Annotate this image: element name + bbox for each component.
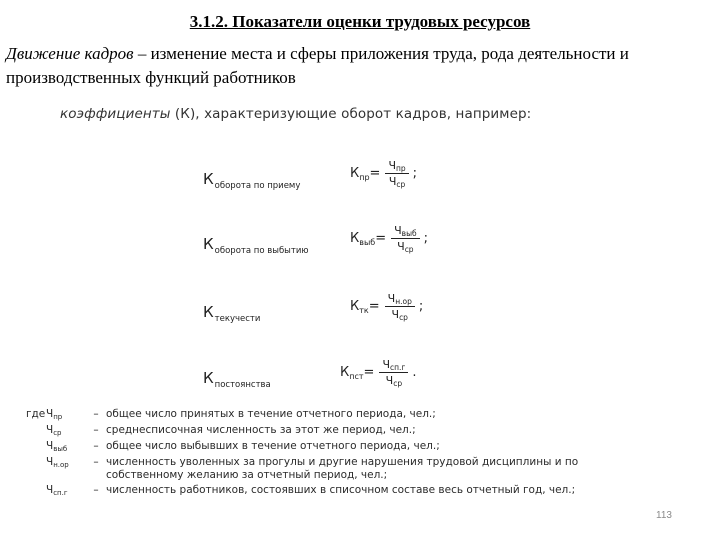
formula-constancy xyxy=(340,358,416,387)
coefficients-heading-italic: коэффициенты xyxy=(60,106,171,122)
formula-punctuation: ; xyxy=(418,299,424,314)
fraction-numerator: Чсп.г xyxy=(379,358,408,373)
legend-dash: – xyxy=(93,456,99,468)
definition-term: Движение кадров xyxy=(6,44,134,63)
page-number: 113 xyxy=(656,510,672,521)
legend-symbol: Чсп.г xyxy=(46,484,68,497)
formula-lhs: $К_{пр}=$ xyxy=(350,166,381,182)
legend-description: численность уволенных за прогулы и другие нарушения трудовой дисциплины и по собственному желанию за отчетный период, чел.; xyxy=(106,456,579,481)
legend-description: общее число принятых в течение отчетного периода, чел.; xyxy=(106,408,436,420)
legend-row xyxy=(26,456,606,482)
coefficients-heading xyxy=(60,106,531,122)
coefficient-symbol: К xyxy=(203,235,214,253)
formula-hiring xyxy=(350,159,417,188)
fraction-numerator: Чпр xyxy=(385,159,408,174)
legend-lead-word: где xyxy=(26,408,46,420)
coefficient-symbol: К xyxy=(203,170,214,188)
formula-lhs: $К_{выб}=$ xyxy=(350,231,387,247)
legend-description: общее число выбывших в течение отчетного периода, чел.; xyxy=(106,440,440,452)
coefficient-name xyxy=(203,170,301,191)
page-title: 3.1.2. Показатели оценки трудовых ресурсов xyxy=(189,12,531,31)
fraction-denominator: Чср xyxy=(397,240,414,254)
coefficient-symbol: К xyxy=(203,303,214,321)
formula-lhs: $К_{тк}=$ xyxy=(350,299,380,315)
fraction-numerator: Чн.ор xyxy=(385,292,415,307)
formula-fraction xyxy=(385,159,408,188)
legend-dash: – xyxy=(93,440,99,452)
legend-symbol: Чср xyxy=(46,424,62,437)
legend-description: среднесписочная численность за этот же период, чел.; xyxy=(106,424,416,436)
formula-punctuation: ; xyxy=(423,231,429,246)
legend-row xyxy=(26,484,606,498)
coefficient-symbol: К xyxy=(203,369,214,387)
formula-lhs: $К_{пст}=$ xyxy=(340,365,375,381)
legend-dash: – xyxy=(93,484,99,496)
legend-dash: – xyxy=(93,408,99,420)
formula-leaving xyxy=(350,224,428,253)
legend-dash: – xyxy=(93,424,99,436)
legend-symbol: Чвыб xyxy=(46,440,68,453)
legend-row xyxy=(26,408,606,422)
fraction-denominator: Чср xyxy=(388,175,406,189)
coefficients-heading-rest: (К), характеризующие оборот кадров, например: xyxy=(170,106,532,122)
fraction-denominator: Чср xyxy=(391,308,408,322)
coefficient-subscript: оборота по приему xyxy=(214,181,301,191)
fraction-numerator: Чвыб xyxy=(391,224,420,239)
coefficient-subscript: текучести xyxy=(214,314,261,324)
coefficient-subscript: оборота по выбытию xyxy=(214,246,309,256)
symbols-legend xyxy=(26,408,606,500)
coefficient-name xyxy=(203,235,309,256)
formula-fraction xyxy=(379,358,408,387)
formula-fraction xyxy=(385,292,415,321)
coefficient-name xyxy=(203,369,271,390)
legend-row xyxy=(26,424,606,438)
formula-turnover xyxy=(350,292,423,321)
coefficient-subscript: постоянства xyxy=(214,380,271,390)
legend-symbol: Чпр xyxy=(46,408,63,421)
coefficient-name xyxy=(203,303,261,324)
definition-paragraph xyxy=(6,42,706,90)
legend-symbol: Чн.ор xyxy=(46,456,69,469)
definition-text: – изменение места и сферы приложения труда, рода деятельности и производственных функций работников xyxy=(6,44,629,87)
formula-fraction xyxy=(391,224,420,253)
legend-row xyxy=(26,440,606,454)
formula-punctuation: . xyxy=(412,365,417,380)
legend-description: численность работников, состоявших в списочном составе весь отчетный год, чел.; xyxy=(106,484,576,496)
fraction-denominator: Чср xyxy=(385,374,403,388)
formula-punctuation: ; xyxy=(412,166,418,181)
